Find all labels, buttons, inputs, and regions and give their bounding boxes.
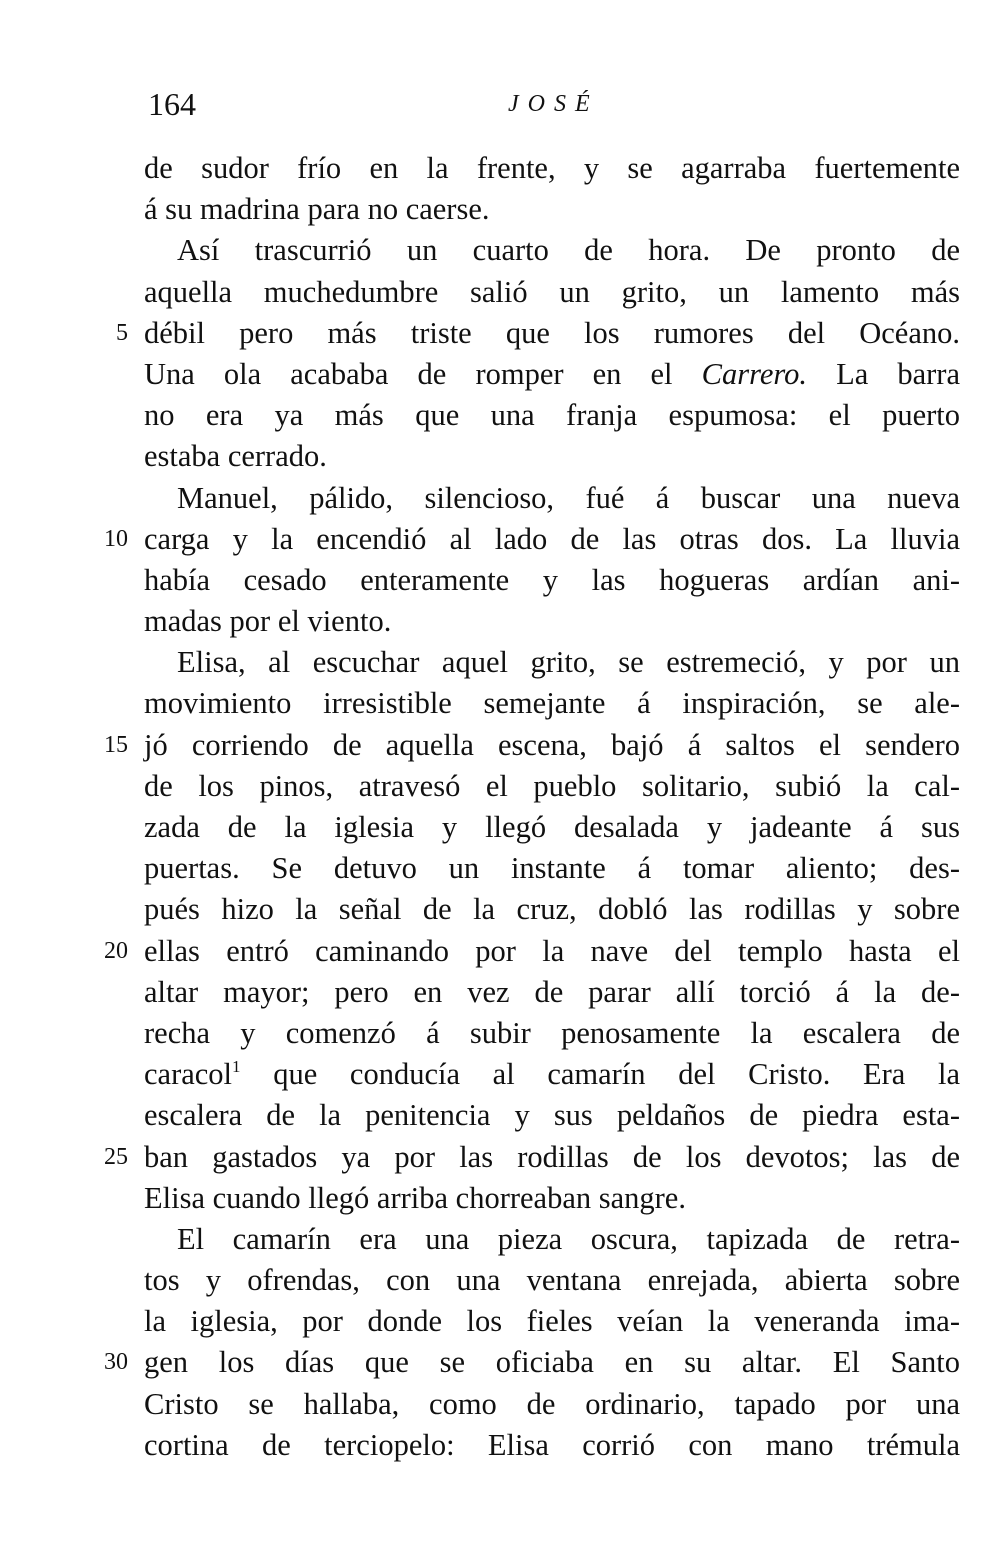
text-line: Una ola acababa de romper en el Carrero. La barra xyxy=(144,356,960,391)
line-number: 30 xyxy=(104,1349,128,1376)
footnote-marker: 1 xyxy=(232,1057,241,1077)
text-line: caracol$^1$ que conducía al camarín del Cristo. Era la xyxy=(144,1057,960,1092)
text-line: madas por el viento. xyxy=(144,604,392,639)
text-line: pués hizo la señal de la cruz, dobló las rodillas y sobre xyxy=(144,892,960,927)
body-text xyxy=(104,148,960,1466)
page-number: 164 xyxy=(148,86,196,122)
text-line: tos y ofrendas, con una ventana enrejada, abierta sobre xyxy=(144,1263,960,1298)
text-line: á su madrina para no caerse. xyxy=(144,192,490,227)
text-line: Así trascurrió un cuarto de hora. De pronto de xyxy=(177,233,960,268)
text-line: 5 débil pero más triste que los rumores del Océano. xyxy=(144,313,960,354)
text-line: zada de la iglesia y llegó desalada y jadeante á sus xyxy=(144,810,960,844)
text-line: escalera de la penitencia y sus peldaños de piedra esta- xyxy=(144,1098,960,1133)
text-line: no era ya más que una franja espumosa: el puerto xyxy=(144,398,960,433)
text-line: puertas. Se detuvo un instante á tomar aliento; des- xyxy=(144,851,960,886)
text-line: 15 jó corriendo de aquella escena, bajó á saltos el sendero xyxy=(144,725,960,766)
text-line: de los pinos, atravesó el pueblo solitario, subió la cal- xyxy=(144,768,960,803)
line-number: 10 xyxy=(104,525,128,552)
italic-place-name: Carrero. xyxy=(701,356,807,391)
line-number: 5 xyxy=(116,319,128,346)
text-line: estaba cerrado. xyxy=(144,439,327,474)
text-line: la iglesia, por donde los fieles veían la veneranda ima- xyxy=(144,1304,960,1339)
text-line: Cristo se hallaba, como de ordinario, tapado por una xyxy=(144,1386,960,1421)
line-number: 25 xyxy=(104,1143,128,1170)
text-line: Elisa, al escuchar aquel grito, se estremeció, y por un xyxy=(177,645,960,680)
text-line: 25 ban gastados ya por las rodillas de los devotos; las de xyxy=(144,1137,960,1178)
text-line: El camarín era una pieza oscura, tapizada de retra- xyxy=(177,1221,960,1256)
running-head: JOSÉ xyxy=(508,91,599,117)
text-line: había cesado enteramente y las hogueras ardían ani- xyxy=(144,562,960,597)
line-number: 15 xyxy=(104,731,128,758)
text-line: 20 ellas entró caminando por la nave del templo hasta el xyxy=(144,931,960,972)
text-line: de sudor frío en la frente, y se agarraba fuertemente xyxy=(144,151,960,185)
line-number: 20 xyxy=(104,937,128,964)
text-line: altar mayor; pero en vez de parar allí torció á la de- xyxy=(144,974,960,1009)
text-line: cortina de terciopelo: Elisa corrió con mano trémula xyxy=(144,1427,960,1462)
text-line: 10 carga y la encendió al lado de las otras dos. La lluvia xyxy=(144,519,960,560)
text-line: 30 gen los días que se oficiaba en su altar. El Santo xyxy=(144,1342,960,1383)
text-line: recha y comenzó á subir penosamente la escalera de xyxy=(144,1015,960,1050)
text-line: Elisa cuando llegó arriba chorreaban sangre. xyxy=(144,1180,686,1215)
text-line: Manuel, pálido, silencioso, fué á buscar una nueva xyxy=(177,480,960,515)
text-line: aquella muchedumbre salió un grito, un lamento más xyxy=(144,274,960,309)
text-line: movimiento irresistible semejante á inspiración, se ale- xyxy=(144,686,960,721)
